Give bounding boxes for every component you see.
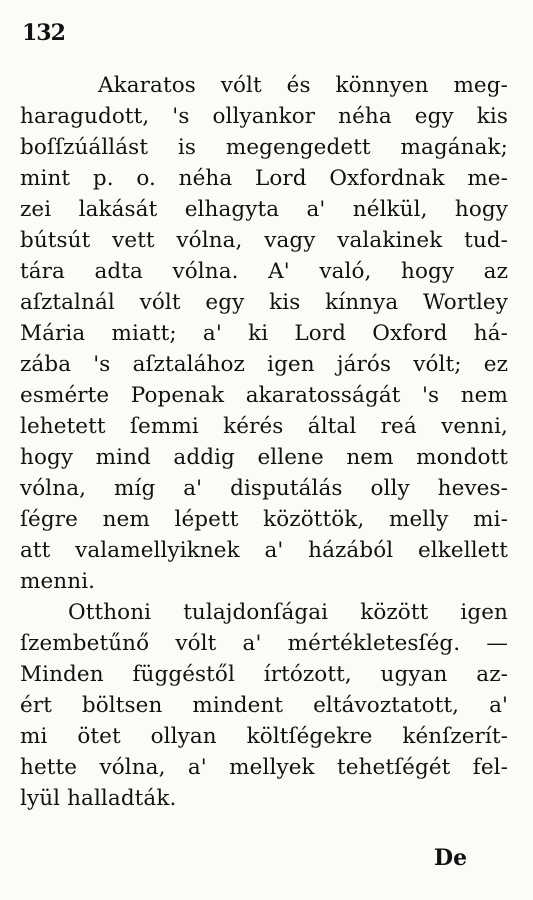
text-line: Otthoni tulajdonſágai között igen [68,600,508,625]
text-line: bútsút vett vólna, vagy valakinek tud- [20,228,508,253]
text-line: lehetett ſemmi kérés által reá venni, [20,414,508,439]
text-line: att valamellyiknek a' házából elkellett [20,538,508,563]
text-line: haragudott, 's ollyankor néha egy kis [20,104,508,129]
text-line: esmérte Popenak akaratosságát 's nem [20,383,508,408]
text-line: zei lakását elhagyta a' nélkül, hogy [20,197,508,222]
text-line: lyül halladták. [20,786,177,811]
text-line: Akaratos vólt és könnyen meg- [98,73,508,98]
text-line: mint p. o. néha Lord Oxfordnak me- [20,166,508,191]
text-line: ſzembetűnő vólt a' mértékletesſég. — [20,631,508,656]
text-line: menni. [20,569,96,594]
text-line: ért böltsen mindent eltávoztatott, a' [20,693,508,718]
text-line: zába 's aſztalához igen járós vólt; ez [20,352,508,377]
text-line: Mária miatt; a' ki Lord Oxford há- [20,321,508,346]
text-line: vólna, míg a' disputálás olly heves- [20,476,508,501]
text-line: aſztalnál vólt egy kis kínnya Wortley [20,290,508,315]
text-line: hogy mind addig ellene nem mondott [20,445,508,470]
catchword: De [434,845,468,871]
page-number: 132 [22,20,65,46]
text-line: boſſzúállást is megengedett magának; [20,135,508,160]
text-line: tára adta vólna. A' való, hogy az [20,259,508,284]
text-line: ſégre nem lépett közöttök, melly mi- [20,507,508,532]
body-text [20,70,508,814]
text-line: hette vólna, a' mellyek tehetſégét fel- [20,755,508,780]
text-line: Minden függéstől írtózott, ugyan az- [20,662,508,687]
text-line: mi ötet ollyan költſégekre kénſzerít- [20,724,508,749]
